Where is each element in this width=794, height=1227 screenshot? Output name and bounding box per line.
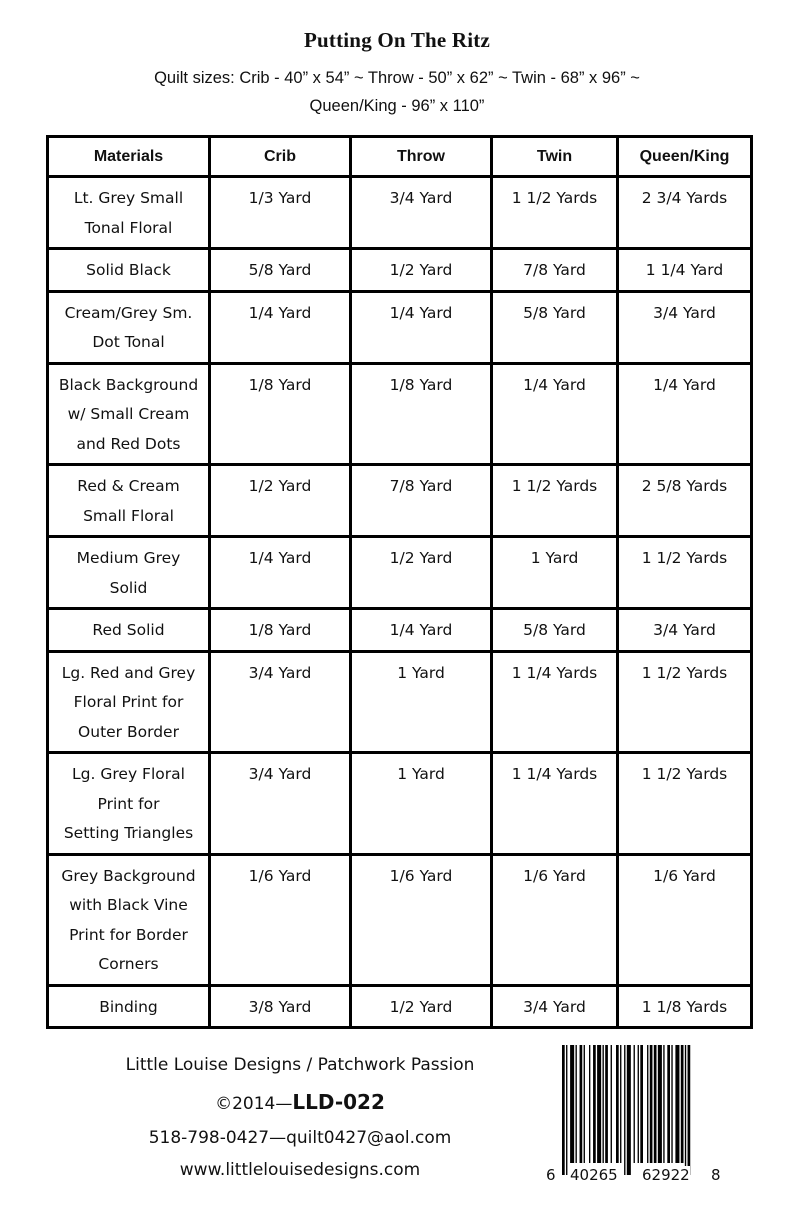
header-materials: Materials [48,137,210,177]
crib-amount: 1/6 Yard [210,854,351,985]
twin-amount: 1/4 Yard [492,363,618,465]
header-throw: Throw [351,137,492,177]
header-queen-king: Queen/King [618,137,752,177]
barcode-bar [611,1045,612,1163]
twin-amount: 3/4 Yard [492,985,618,1028]
material-name-line: Medium Grey [76,549,181,567]
twin-amount: 1 1/2 Yards [492,177,618,249]
material-name-line: Lg. Red and Grey [61,663,196,682]
barcode-bar [589,1045,590,1163]
material-name-line: Black Background [58,375,199,394]
throw-amount: 3/4 Yard [351,177,492,249]
queen-king-amount: 3/4 Yard [618,609,752,652]
material-cell [48,291,210,363]
material-name-line: Setting Triangles [63,824,194,842]
queen-king-amount: 1/6 Yard [618,854,752,985]
table-row [48,854,752,985]
barcode-bar [647,1045,648,1163]
throw-amount: 1/6 Yard [351,854,492,985]
crib-amount: 1/3 Yard [210,177,351,249]
crib-amount: 1/8 Yard [210,609,351,652]
barcode-bar [603,1045,604,1163]
crib-amount: 1/4 Yard [210,537,351,609]
table-row [48,363,752,465]
throw-amount: 1/4 Yard [351,609,492,652]
barcode-bar [562,1045,565,1175]
pattern-code: LLD-022 [292,1090,385,1114]
twin-amount: 1 1/2 Yards [492,465,618,537]
barcode-bar [576,1045,577,1163]
throw-amount: 1 Yard [351,651,492,753]
material-name-line: Binding [99,997,158,1016]
barcode-image [540,1045,730,1195]
barcode-bar [605,1045,608,1163]
material-name-line: and Red Dots [76,434,181,453]
material-name-line: Outer Border [78,722,179,741]
twin-amount: 5/8 Yard [492,291,618,363]
barcode-bar [584,1045,585,1163]
barcode-bar [681,1045,684,1163]
twin-amount: 1 Yard [492,537,618,609]
barcode-bar [650,1045,653,1163]
table-row [48,291,752,363]
barcode-bar [640,1045,643,1163]
pattern-title: Putting On The Ritz [303,28,490,52]
table-row [48,985,752,1028]
crib-amount: 1/4 Yard [210,291,351,363]
material-name-line: Lt. Grey Small [73,189,184,207]
quilt-sizes-line-2: Queen/King - 96” x 110” [309,97,485,115]
quilt-sizes [0,64,794,120]
material-cell [48,465,210,537]
barcode-bar [654,1045,657,1163]
material-name-line: Red & Cream [77,477,180,495]
throw-amount: 1/4 Yard [351,291,492,363]
barcode-bar [638,1045,639,1163]
barcode-bar [566,1045,567,1175]
material-name-line: Solid Black [86,261,171,279]
crib-amount: 5/8 Yard [210,249,351,292]
material-name-line: Lg. Grey Floral [72,765,185,783]
material-name-line: Print for [97,794,160,813]
material-cell [48,753,210,855]
material-cell [48,249,210,292]
twin-amount: 5/8 Yard [492,609,618,652]
queen-king-amount: 3/4 Yard [618,291,752,363]
barcode-bar [675,1045,679,1163]
queen-king-amount: 1 1/2 Yards [618,651,752,753]
barcode-digit-left: 6 [546,1166,556,1184]
crib-amount: 3/8 Yard [210,985,351,1028]
barcode-bar [616,1045,619,1163]
material-name-line: Corners [98,955,159,973]
header-crib: Crib [210,137,351,177]
queen-king-amount: 2 5/8 Yards [618,465,752,537]
barcode-bar [624,1045,625,1175]
material-cell [48,537,210,609]
throw-amount: 1/2 Yard [351,985,492,1028]
queen-king-amount: 1/4 Yard [618,363,752,465]
table-row [48,177,752,249]
barcode-bar [580,1045,583,1163]
table-row [48,609,752,652]
material-cell [48,363,210,465]
barcode-bar [634,1045,635,1163]
barcode-bar [658,1045,662,1163]
material-cell [48,651,210,753]
barcode-digit-right: 8 [711,1166,721,1184]
copyright-text: ©2014— [215,1094,293,1114]
material-name-line: Cream/Grey Sm. [64,303,193,322]
crib-amount: 3/4 Yard [210,753,351,855]
company-name: Little Louise Designs / Patchwork Passion [125,1055,475,1075]
material-cell [48,985,210,1028]
throw-amount: 1 Yard [351,753,492,855]
barcode-bar [627,1045,631,1175]
throw-amount: 1/2 Yard [351,537,492,609]
table-row [48,651,752,753]
material-cell [48,177,210,249]
barcode-bar [593,1045,596,1163]
materials-table [46,135,753,1029]
contact-info: 518-798-0427—quilt0427@aol.com [148,1128,452,1148]
barcode-bar [685,1045,686,1175]
barcode-bar [663,1045,664,1163]
table-row [48,465,752,537]
queen-king-amount: 2 3/4 Yards [618,177,752,249]
copyright-line [80,1090,520,1114]
barcode-group-1: 40265 [570,1166,618,1184]
material-name-line: Floral Print for [73,693,184,711]
material-name-line: w/ Small Cream [67,405,190,423]
material-name-line: Solid [109,578,148,597]
crib-amount: 3/4 Yard [210,651,351,753]
barcode-bar [688,1045,691,1175]
material-name-line: Tonal Floral [84,218,173,237]
materials-table-body [48,177,752,1028]
material-name-line: Red Solid [92,621,165,639]
material-name-line: with Black Vine [69,896,188,914]
twin-amount: 1/6 Yard [492,854,618,985]
table-row [48,753,752,855]
queen-king-amount: 1 1/8 Yards [618,985,752,1028]
barcode-bar [667,1045,670,1163]
material-name-line: Dot Tonal [92,333,165,351]
twin-amount: 1 1/4 Yards [492,753,618,855]
quilt-sizes-line-1: Quilt sizes: Crib - 40” x 54” ~ Throw - 50” x 62” ~ Twin - 68” x 96” ~ [154,69,640,87]
barcode-bar [671,1045,672,1163]
material-cell [48,609,210,652]
crib-amount: 1/2 Yard [210,465,351,537]
material-cell [48,854,210,985]
queen-king-amount: 1 1/2 Yards [618,753,752,855]
table-header-row [48,137,752,177]
crib-amount: 1/8 Yard [210,363,351,465]
throw-amount: 1/8 Yard [351,363,492,465]
table-row [48,249,752,292]
table-row [48,537,752,609]
header-twin: Twin [492,137,618,177]
barcode-bars [540,1045,730,1175]
material-name-line: Small Floral [83,506,174,525]
material-name-line: Grey Background [61,866,196,885]
barcode-bar [620,1045,621,1163]
material-name-line: Print for Border [69,925,188,944]
website-link[interactable]: www.littlelouisedesigns.com [179,1160,421,1180]
throw-amount: 1/2 Yard [351,249,492,292]
twin-amount: 1 1/4 Yards [492,651,618,753]
barcode-group-2: 62922 [642,1166,690,1184]
queen-king-amount: 1 1/2 Yards [618,537,752,609]
throw-amount: 7/8 Yard [351,465,492,537]
twin-amount: 7/8 Yard [492,249,618,292]
barcode-bar [570,1045,574,1163]
barcode-bar [597,1045,601,1163]
queen-king-amount: 1 1/4 Yard [618,249,752,292]
